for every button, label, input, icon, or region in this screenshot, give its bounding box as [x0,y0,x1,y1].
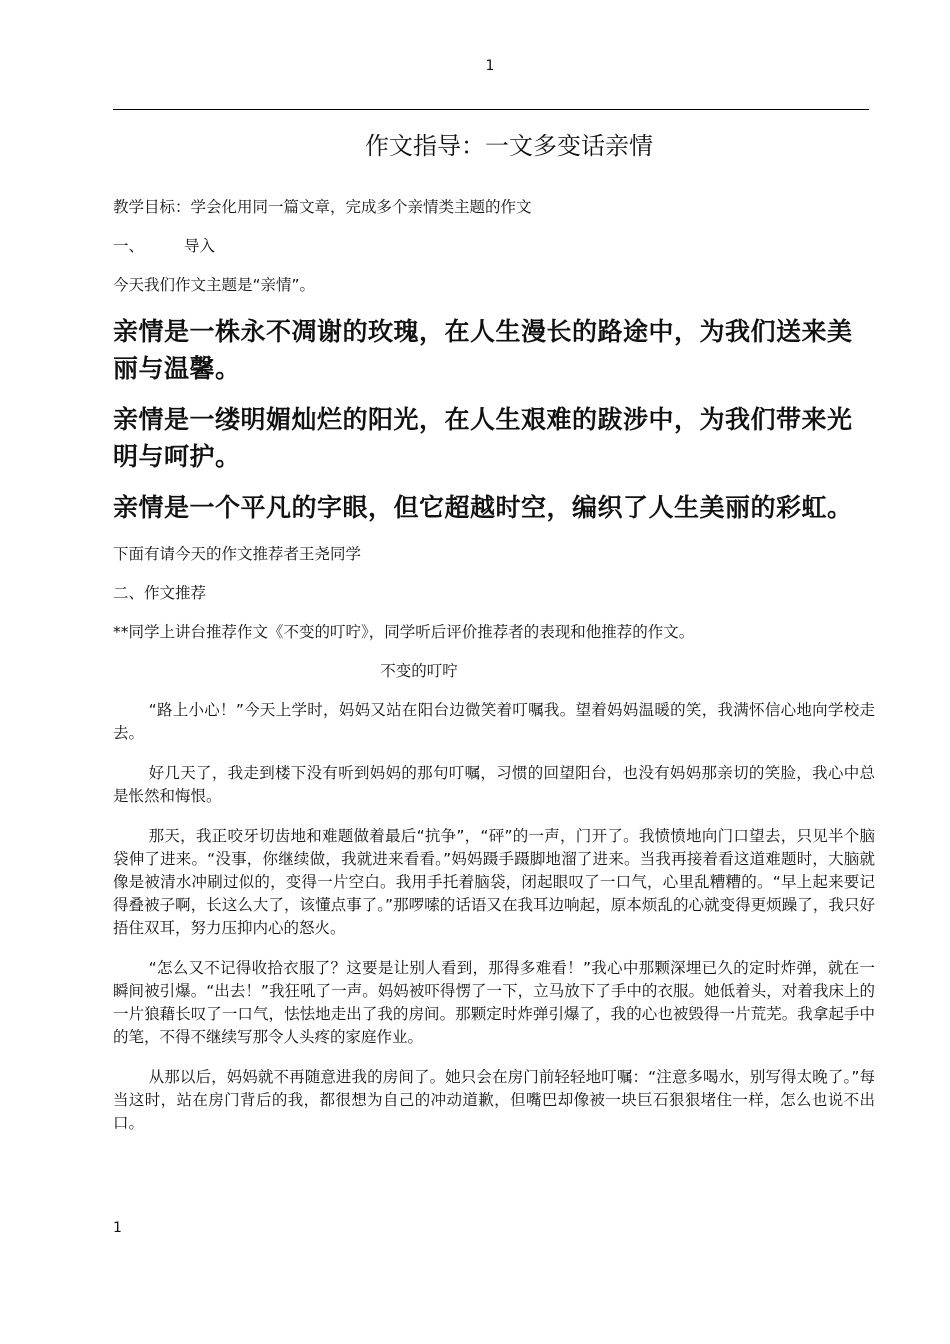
essay-paragraph: 从那以后，妈妈就不再随意进我的房间了。她只会在房门前轻轻地叮嘱：“注意多喝水，别写得太晚了。”每当这时，站在房门背后的我，都很想为自己的冲动道歉，但嘴巴却像被一块巨石狠狠堵住一样，怎么也说不出口。 [113,1068,875,1132]
section-heading-intro [113,235,875,257]
intro-line: 今天我们作文主题是“亲情”。 [113,276,316,294]
page-footer-number: 1 [113,1220,122,1236]
big-statement: 亲情是一株永不凋谢的玫瑰，在人生漫长的路途中，为我们送来美丽与温馨。 [113,317,853,383]
essay-title: 不变的叮咛 [380,662,458,680]
essay-paragraph: 好几天了，我走到楼下没有听到妈妈的那句叮嘱，习惯的回望阳台，也没有妈妈那亲切的笑脸，我心中总是怅然和悔恨。 [113,764,875,805]
essay-paragraph: 那天，我正咬牙切齿地和难题做着最后“抗争”，“砰”的一声，门开了。我愤愤地向门口望去，只见半个脑袋伸了进来。“没事，你继续做，我就进来看看。”妈妈蹑手蹑脚地溜了进来。当我再接着看这道难题时，大脑就像是被清水冲刷过似的，变得一片空白。我用手托着脑袋，闭起眼叹了一口气，心里乱糟糟的。“早上起来要记得叠被子啊，长这么大了，该懂点事了。”那啰嗦的话语又在我耳边响起，原本烦乱的心就变得更烦躁了，我只好捂住双耳，努力压抑内心的怒火。 [113,827,875,937]
teaching-goal: 教学目标：学会化用同一篇文章，完成多个亲情类主题的作文 [113,198,532,216]
header-rule [113,109,869,110]
document-title: 作文指导：一文多变话亲情 [365,132,653,160]
big-statement: 亲情是一个平凡的字眼，但它超越时空，编织了人生美丽的彩虹。 [113,493,853,522]
section-title: 导入 [184,237,216,255]
essay-paragraph: “怎么又不记得收拾衣服了？这要是让别人看到，那得多难看！”我心中那颗深埋已久的定时炸弹，就在一瞬间被引爆。“出去！”我狂吼了一声。妈妈被吓得愣了一下，立马放下了手中的衣服。她低着头，对着我床上的一片狼藉长叹了一口气，怯怯地走出了我的房间。那颗定时炸弹引爆了，我的心也被毁得一片荒芜。我拿起手中的笔，不得不继续写那令人头疼的家庭作业。 [113,959,875,1046]
big-statement: 亲情是一缕明媚灿烂的阳光，在人生艰难的跋涉中，为我们带来光明与呵护。 [113,405,853,471]
instruction-line: **同学上讲台推荐作文《不变的叮咛》，同学听后评价推荐者的表现和他推荐的作文。 [113,623,695,641]
page-header-number: 1 [485,58,495,74]
section-number: 一、 [113,237,145,255]
invite-line: 下面有请今天的作文推荐者王尧同学 [113,545,362,563]
document-body [113,128,875,1152]
section-heading-recommend: 二、作文推荐 [113,584,207,602]
essay-paragraph: “路上小心！”今天上学时，妈妈又站在阳台边微笑着叮嘱我。望着妈妈温暖的笑，我满怀信心地向学校走去。 [113,701,875,742]
